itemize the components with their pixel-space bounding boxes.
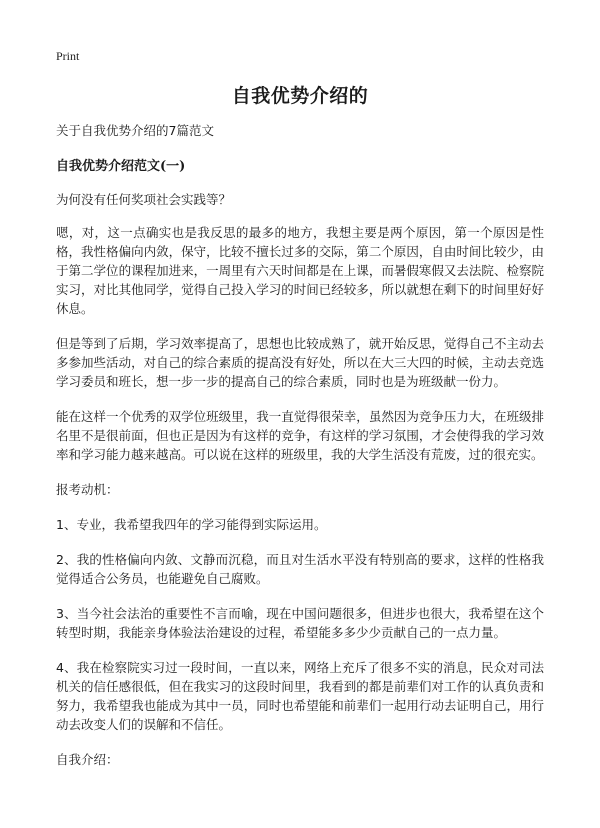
paragraph-motivation-1: 1、专业，我希望我四年的学习能得到实际运用。: [56, 517, 327, 532]
section-heading: 自我优势介绍范文(一): [56, 159, 186, 174]
page-title: 自我优势介绍的: [231, 85, 369, 107]
paragraph-motivation-3: 3、当今社会法治的重要性不言而喻，现在中国问题很多，但进步也很大，我希望在这个转型时期，我能亲身体验法治建设的过程，希望能多多少少贡献自己的一点力量。: [56, 606, 544, 640]
paragraph-motivation-4: 4、我在检察院实习过一段时间，一直以来，网络上充斥了很多不实的消息，民众对司法机关的信任感很低，但在我实习的这段时间里，我看到的都是前辈们对工作的认真负责和努力，我希望我也能成为其中一员，同时也希望能和前辈们一起用行动去证明自己，用行动去改变人们的误解和不信任。: [56, 660, 544, 732]
paragraph-motivation-2: 2、我的性格偏向内敛、文静而沉稳，而且对生活水平没有特别高的要求，这样的性格我觉得适合公务员，也能避免自己腐败。: [56, 552, 544, 586]
paragraph-reflection: 嗯，对，这一点确实也是我反思的最多的地方，我想主要是两个原因，第一个原因是性格，我性格偏向内敛，保守，比较不擅长过多的交际，第二个原因，自由时间比较少，由于第二学位的课程加进来，一周里有六天时间都是在上课，而暑假寒假又去法院、检察院实习，对比其他同学，觉得自己投入学习的时间已经较多，所以就想在剩下的时间里好好休息。: [56, 225, 544, 316]
document-subtitle: 关于自我优势介绍的7篇范文: [56, 123, 214, 138]
print-link[interactable]: Print: [56, 49, 80, 63]
paragraph-question: 为何没有任何奖项社会实践等？: [56, 192, 232, 207]
paragraph-self-intro-heading: 自我介绍：: [56, 752, 119, 767]
paragraph-class: 能在这样一个优秀的双学位班级里，我一直觉得很荣幸，虽然因为竞争压力大，在班级排名里不是很前面，但也正是因为有这样的竞争，有这样的学习氛围，才会使得我的学习效率和学习能力越来越高。可以说在这样的班级里，我的大学生活没有荒废，过的很充实。: [56, 409, 544, 462]
paragraph-motivation-heading: 报考动机：: [56, 482, 119, 497]
paragraph-later-stage: 但是等到了后期，学习效率提高了，思想也比较成熟了，就开始反思，觉得自己不主动去多参加些活动，对自己的综合素质的提高没有好处，所以在大三大四的时候，主动去竞选学习委员和班长，想一步一步的提高自己的综合素质，同时也是为班级献一份力。: [56, 336, 544, 389]
